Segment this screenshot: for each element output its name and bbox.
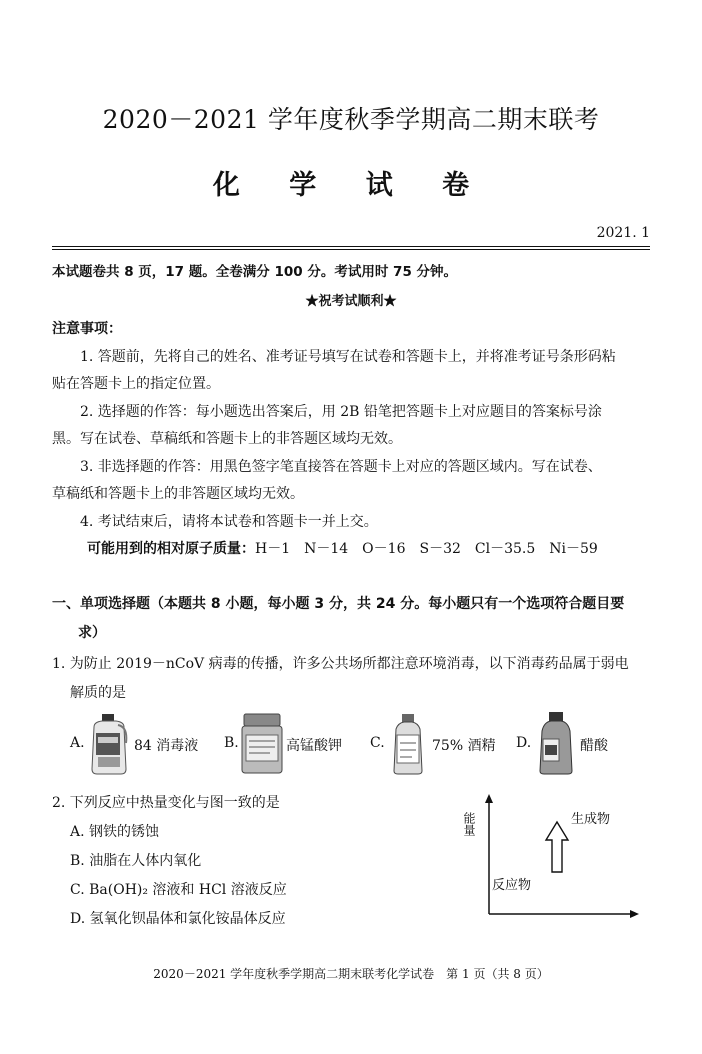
note-1-line-2: 贴在答题卡上的指定位置。 (52, 376, 220, 392)
note-4: 4. 考试结束后，请将本试卷和答题卡一并上交。 (80, 514, 378, 530)
exam-summary: 本试题卷共 8 页，17 题。全卷满分 100 分。考试用时 75 分钟。 (52, 264, 458, 280)
note-2-line-2: 黑。写在试卷、草稿纸和答题卡上的非答题区域均无效。 (52, 431, 402, 447)
note-3-line-1: 3. 非选择题的作答：用黑色签字笔直接答在答题卡上对应的答题区域内。写在试卷、 (80, 459, 602, 475)
x-axis-arrowhead (630, 910, 639, 918)
blessing-text: ★祝考试顺利★ (305, 294, 397, 309)
section-1-heading-line-2: 求） (78, 625, 106, 641)
q1-stem-line-2: 解质的是 (70, 685, 126, 701)
atomic-masses-values: H－1 N－14 O－16 S－32 Cl－35.5 Ni－59 (255, 541, 598, 557)
atomic-masses-label: 可能用到的相对原子质量： (87, 541, 255, 557)
q1-option-b-letter: B. (224, 735, 239, 751)
q1-option-c-letter: C. (370, 735, 385, 751)
energy-diagram (455, 790, 645, 930)
note-2-line-1: 2. 选择题的作答：每小题选出答案后，用 2B 铅笔把答题卡上对应题目的答案标号涂 (80, 404, 602, 420)
q1-stem-line-1: 1. 为防止 2019－nCoV 病毒的传播，许多公共场所都注意环境消毒，以下消毒药品属于弱电 (52, 656, 629, 672)
header-rule-bottom (52, 249, 650, 250)
q1-option-a-text: 84 消毒液 (134, 738, 199, 754)
atomic-masses (87, 538, 598, 558)
acetic-acid-bottle-image (534, 711, 578, 775)
reactants-label: 反应物 (492, 878, 532, 893)
energy-increase-arrow (546, 822, 568, 872)
q2-option-b: B. 油脂在人体内氧化 (70, 853, 202, 869)
exam-title: 2020－2021 学年度秋季学期高二期末联考 (102, 105, 600, 134)
y-axis-arrowhead (485, 794, 493, 803)
q1-option-a-letter: A. (70, 735, 85, 751)
page-footer: 2020－2021 学年度秋季学期高二期末联考化学试卷 第 1 页（共 8 页） (153, 967, 549, 981)
alcohol-bottle-image (388, 713, 428, 775)
notes-heading: 注意事项： (52, 321, 122, 337)
bleach-bottle-image (88, 713, 130, 775)
note-3-line-2: 草稿纸和答题卡上的非答题区域均无效。 (52, 486, 304, 502)
q2-option-d: D. 氢氧化钡晶体和氯化铵晶体反应 (70, 911, 286, 927)
products-label: 生成物 (571, 812, 611, 827)
section-1-heading-line-1: 一、单项选择题（本题共 8 小题，每小题 3 分，共 24 分。每小题只有一个选项符合题目要 (52, 596, 625, 612)
q2-option-a: A. 钢铁的锈蚀 (70, 824, 160, 840)
subject-title: 化 学 试 卷 (212, 170, 490, 201)
note-1-line-1: 1. 答题前，先将自己的姓名、准考证号填写在试卷和答题卡上，并将准考证号条形码粘 (80, 349, 616, 365)
y-axis-label: 能量 (462, 812, 476, 836)
q1-option-b-text: 高锰酸钾 (286, 738, 342, 754)
q2-stem: 2. 下列反应中热量变化与图一致的是 (52, 795, 280, 811)
q1-option-d-letter: D. (516, 735, 532, 751)
exam-date: 2021. 1 (596, 225, 650, 241)
q2-option-c: C. Ba(OH)₂ 溶液和 HCl 溶液反应 (70, 882, 287, 898)
header-rule-top (52, 246, 650, 247)
q1-option-c-text: 75% 酒精 (432, 738, 496, 754)
potassium-permanganate-jar-image (240, 713, 284, 775)
q1-option-d-text: 醋酸 (580, 738, 608, 754)
